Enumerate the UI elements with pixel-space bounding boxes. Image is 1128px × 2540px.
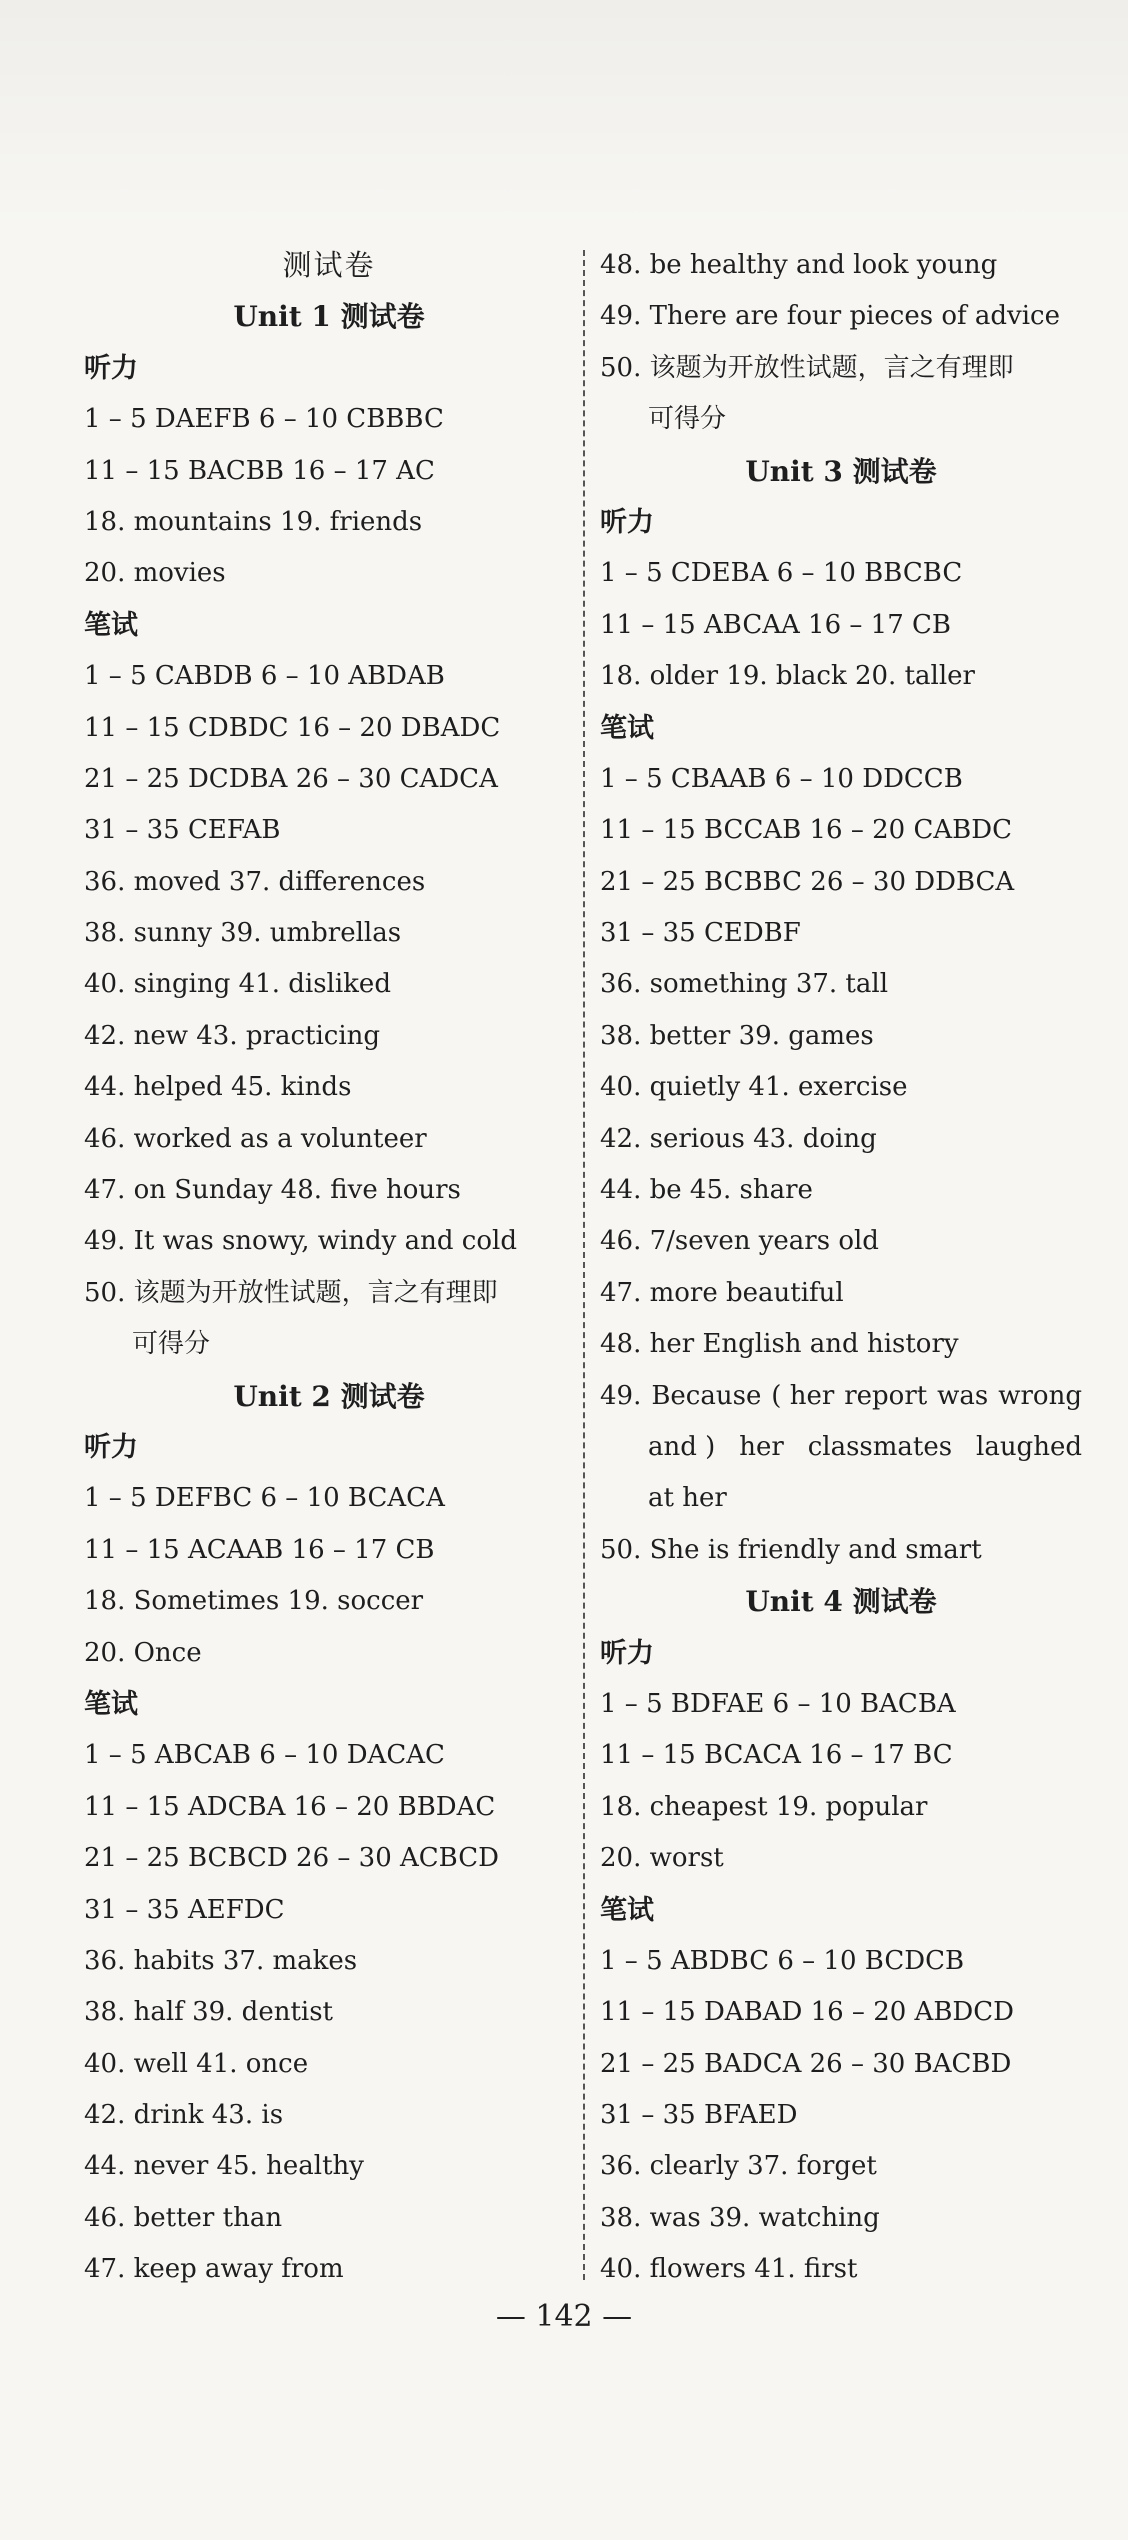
answer-line: 50. 该题为开放性试题，言之有理即 bbox=[84, 1277, 498, 1308]
answer-line: 21 – 25 DCDBA 26 – 30 CADCA bbox=[84, 763, 498, 794]
answer-line: 46. worked as a volunteer bbox=[84, 1123, 427, 1154]
answer-line: 48. be healthy and look young bbox=[600, 250, 998, 280]
answer-line: 40. quietly 41. exercise bbox=[600, 1072, 908, 1103]
answer-line: 11 – 15 ADCBA 16 – 20 BBDAC bbox=[84, 1791, 496, 1822]
answer-line: 49. There are four pieces of advice bbox=[600, 301, 1061, 332]
section-label: 笔试 bbox=[600, 1894, 654, 1926]
answer-word: wrong bbox=[998, 1380, 1082, 1411]
answer-line: 40. singing 41. disliked bbox=[84, 969, 391, 1000]
answer-line: 44. be 45. share bbox=[600, 1175, 813, 1206]
top-band bbox=[0, 0, 1128, 230]
page-number: — 142 — bbox=[495, 2299, 633, 2334]
answer-line: 50. 该题为开放性试题，言之有理即 bbox=[600, 352, 1014, 383]
answer-line: 46. better than bbox=[84, 2202, 283, 2233]
answer-line: 38. was 39. watching bbox=[600, 2202, 880, 2233]
answer-line: 20. Once bbox=[84, 1637, 202, 1668]
unit-heading: Unit 1 测试卷 bbox=[233, 300, 425, 334]
answer-line: 36. habits 37. makes bbox=[84, 1945, 358, 1976]
answer-line: 1 – 5 ABDBC 6 – 10 BCDCB bbox=[600, 1945, 965, 1976]
section-label: 笔试 bbox=[84, 609, 138, 641]
answer-line: 49. It was snowy, windy and cold bbox=[84, 1226, 517, 1257]
answer-line: 1 – 5 DAEFB 6 – 10 CBBBC bbox=[84, 404, 444, 435]
answer-line: 42. new 43. practicing bbox=[84, 1020, 381, 1051]
answer-word: her bbox=[739, 1431, 784, 1462]
answer-line: 42. serious 43. doing bbox=[600, 1123, 877, 1154]
answer-line: 11 – 15 ABCAA 16 – 17 CB bbox=[600, 609, 951, 640]
answer-line: 47. more beautiful bbox=[600, 1277, 844, 1308]
answer-line: 44. helped 45. kinds bbox=[84, 1072, 352, 1103]
answer-line: 20. movies bbox=[84, 558, 226, 589]
answer-word: classmates bbox=[807, 1431, 953, 1462]
section-label: 听力 bbox=[600, 1637, 654, 1669]
answer-line: 47. on Sunday 48. five hours bbox=[84, 1175, 461, 1206]
answer-line bbox=[600, 1422, 1082, 1473]
answer-line: 31 – 35 CEFAB bbox=[84, 815, 281, 846]
unit-heading: Unit 2 测试卷 bbox=[233, 1379, 425, 1413]
answer-line: 11 – 15 CDBDC 16 – 20 DBADC bbox=[84, 712, 501, 743]
answer-word: report bbox=[844, 1380, 928, 1411]
answer-line: 1 – 5 CDEBA 6 – 10 BBCBC bbox=[600, 558, 963, 589]
answer-line: 1 – 5 DEFBC 6 – 10 BCACA bbox=[84, 1483, 445, 1514]
answer-line: 20. worst bbox=[600, 1843, 724, 1874]
right-column bbox=[600, 240, 1082, 2296]
answer-line: 38. better 39. games bbox=[600, 1020, 874, 1051]
answer-line: 38. half 39. dentist bbox=[84, 1997, 334, 2028]
answer-line: 21 – 25 BADCA 26 – 30 BACBD bbox=[600, 2048, 1012, 2079]
answer-word: 49. bbox=[600, 1380, 642, 1411]
answer-continuation: 可得分 bbox=[648, 404, 727, 435]
answer-word: Because bbox=[651, 1380, 762, 1411]
answer-line: 31 – 35 BFAED bbox=[600, 2100, 798, 2131]
answer-line: 18. Sometimes 19. soccer bbox=[84, 1586, 424, 1617]
unit-heading: Unit 4 测试卷 bbox=[745, 1585, 937, 1619]
answer-line: 38. sunny 39. umbrellas bbox=[84, 918, 402, 949]
answer-line: 21 – 25 BCBCD 26 – 30 ACBCD bbox=[84, 1843, 499, 1874]
unit-heading: Unit 3 测试卷 bbox=[745, 454, 937, 488]
answer-line: 1 – 5 ABCAB 6 – 10 DACAC bbox=[84, 1740, 445, 1771]
answer-line: 40. well 41. once bbox=[84, 2048, 309, 2079]
answer-word: laughed bbox=[976, 1431, 1082, 1462]
answer-word: and ) bbox=[648, 1431, 716, 1462]
answer-line: 21 – 25 BCBBC 26 – 30 DDBCA bbox=[600, 866, 1015, 897]
answer-word: ( her bbox=[771, 1380, 835, 1411]
section-label: 听力 bbox=[600, 506, 654, 538]
answer-line: 18. cheapest 19. popular bbox=[600, 1791, 928, 1822]
answer-line bbox=[600, 1371, 1082, 1422]
answer-line: 46. 7/seven years old bbox=[600, 1226, 879, 1257]
answer-continuation: at her bbox=[648, 1483, 727, 1514]
answer-line: 18. older 19. black 20. taller bbox=[600, 661, 975, 692]
answer-line: 36. something 37. tall bbox=[600, 969, 889, 1000]
answer-line: 11 – 15 ACAAB 16 – 17 CB bbox=[84, 1534, 435, 1565]
answer-line: 36. moved 37. differences bbox=[84, 866, 426, 897]
section-label: 听力 bbox=[84, 352, 138, 384]
answer-line: 36. clearly 37. forget bbox=[600, 2151, 877, 2182]
answer-line: 11 – 15 BACBB 16 – 17 AC bbox=[84, 455, 435, 486]
answer-line: 31 – 35 CEDBF bbox=[600, 918, 801, 949]
left-column bbox=[84, 240, 574, 2296]
answer-continuation: 可得分 bbox=[132, 1329, 211, 1360]
column-divider bbox=[583, 250, 585, 2280]
answer-line: 1 – 5 CBAAB 6 – 10 DDCCB bbox=[600, 763, 963, 794]
answer-line: 48. her English and history bbox=[600, 1329, 959, 1360]
page-title: 测试卷 bbox=[282, 248, 376, 282]
answer-line: 40. flowers 41. first bbox=[600, 2254, 858, 2285]
answer-line: 11 – 15 DABAD 16 – 20 ABDCD bbox=[600, 1997, 1015, 2028]
answer-line: 11 – 15 BCACA 16 – 17 BC bbox=[600, 1740, 953, 1771]
answer-word: was bbox=[937, 1380, 989, 1411]
answer-line: 42. drink 43. is bbox=[84, 2100, 284, 2131]
answer-line: 1 – 5 BDFAE 6 – 10 BACBA bbox=[600, 1688, 956, 1719]
section-label: 笔试 bbox=[84, 1688, 138, 1720]
answer-line: 47. keep away from bbox=[84, 2254, 344, 2285]
answer-line: 1 – 5 CABDB 6 – 10 ABDAB bbox=[84, 661, 445, 692]
section-label: 笔试 bbox=[600, 712, 654, 744]
section-label: 听力 bbox=[84, 1431, 138, 1463]
answer-line: 31 – 35 AEFDC bbox=[84, 1894, 285, 1925]
answer-line: 11 – 15 BCCAB 16 – 20 CABDC bbox=[600, 815, 1012, 846]
answer-line: 44. never 45. healthy bbox=[84, 2151, 364, 2182]
answer-line: 18. mountains 19. friends bbox=[84, 506, 423, 537]
answer-line: 50. She is friendly and smart bbox=[600, 1534, 982, 1565]
